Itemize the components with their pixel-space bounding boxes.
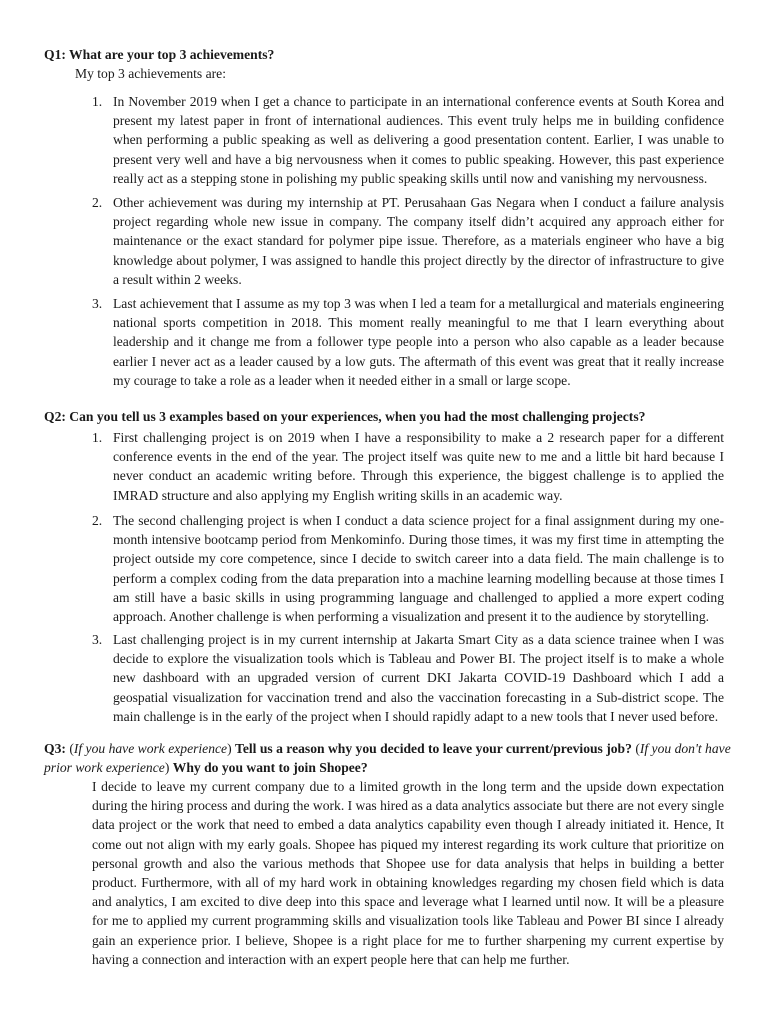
q1-item-3-text: Last achievement that I assume as my top 3 was when I led a team for a metallurgical and materials engineering national sports competition in 2018. This moment really meaningful to me that I learn everything about leadership and it change me from a follower type people into a person who also capable as a leader because earlier I never act as a leader caused by a low guts. The aftermath of this event was great that it really increase my courage to take a role as a leader when it needed either in a small or large scope. (113, 296, 724, 388)
q2-item-1-number: 1. (92, 430, 103, 445)
q3-open-paren-1: ( (69, 741, 74, 756)
q2-item-3-number: 3. (92, 632, 103, 647)
q3-question-leave-job: Tell us a reason why you decided to leave your current/previous job? (235, 741, 632, 756)
q1-item-3-number: 3. (92, 296, 103, 311)
q3-condition-no-experience: If you don't have prior work experience (44, 741, 731, 776)
q1-intro: My top 3 achievements are: (75, 66, 226, 81)
q3-label: Q3: (44, 741, 66, 756)
q3-answer: I decide to leave my current company due to a limited growth in the long term and the upside down expectation during the hiring process and during the work. I was hired as a data analytics associate but there are not every single data project or the work that need to embed a data analytics capability even though I already initiated it. Hence, It come out not align with my early goals. Shopee has piqued my interest regarding its work culture that prioritize on personal growth and also the various methods that Shopee use for data analysis that helps in building a better product. Furthermore, with all of my hard work in obtaining knowledges regarding my chosen field which is data and analytics, I am excited to dive deep into this space and leverage what I learned until now. It will be a pleasure for me to applied my current programming skills and visualization tools like Tableau and Power BI since I already gain an experience prior. I believe, Shopee is a right place for me to further sharpening my current expertise by having a connection and interaction with an expert people here that can help me further. (92, 779, 724, 967)
q3-close-paren-2: ) (164, 760, 170, 776)
q2-item-3-text: Last challenging project is in my current internship at Jakarta Smart City as a data science trainee when I was decide to explore the visualization tools which is Tableau and Power BI. The project itself is to make a whole new dashboard with an upgraded version of current DKI Jakarta COVID-19 Dashboard which I add a geospatial visualization for vaccination trend and also the vaccination forecasting in a Sub-district scope. The main challenge is in the early of the project when I should rapidly adapt to a new tools that I never used before. (113, 632, 724, 724)
q3-open-paren-2: ( (635, 741, 640, 756)
q3-condition-work-experience: If you have work experience (73, 741, 228, 756)
q2-item-1-text: First challenging project is on 2019 when I have a responsibility to make a 2 research paper for a different conference events in the end of the year. The project itself was quite new to me and a little bit hard because I never conduct an academic writing before. Through this experience, the biggest challenge is to applied the IMRAD structure and also applying my English writing skills in an academic way. (113, 430, 724, 503)
q1-item-2-number: 2. (92, 195, 103, 210)
q1-heading: Q1: What are your top 3 achievements? (44, 47, 275, 62)
q1-item-2-text: Other achievement was during my internship at PT. Perusahaan Gas Negara when I conduct a failure analysis project regarding whole new issue in company. The company itself didn’t acquired any approach either for maintenance or the exact standard for polymer pipe issue. Therefore, as a materials engineer who have a big knowledge about polymer, I was assigned to handle this project directly by the director of infrastructure to give a result within 2 weeks. (113, 195, 724, 287)
q3-question-join-shopee: Why do you want to join Shopee? (172, 760, 368, 776)
q1-item-1-number: 1. (92, 94, 103, 109)
q1-item-1-text: In November 2019 when I get a chance to participate in an international conference events at South Korea and present my latest paper in front of international audiences. This event truly helps me in building confidence when performing a public speaking as well as delivering a good presentation content. Earlier, I was unable to present very well and have a big nervousness when it comes to public speaking. However, this past experience really act as a stepping stone in polishing my public speaking skills until now and vanishing my nervousness. (113, 94, 724, 186)
q2-heading: Q2: Can you tell us 3 examples based on your experiences, when you had the most challenging projects? (44, 409, 646, 424)
q3-heading (44, 739, 734, 777)
q2-item-2-number: 2. (92, 513, 103, 528)
q3-close-paren-1: ) (227, 741, 232, 756)
q2-item-2-text: The second challenging project is when I conduct a data science project for a final assignment during my one-month intensive bootcamp period from Menkominfo. During those times, it was my first time in attempting the project outside my core competence, since I decide to switch career into a data field. The main challenge is to perform a complex coding from the data preparation into a machine learning modelling because at those times I am still have a basic skills in using programming language and challenged to applied a more expert coding approach. Another challenge is when performing a visualization and present it to the audience by storytelling. (113, 513, 724, 625)
